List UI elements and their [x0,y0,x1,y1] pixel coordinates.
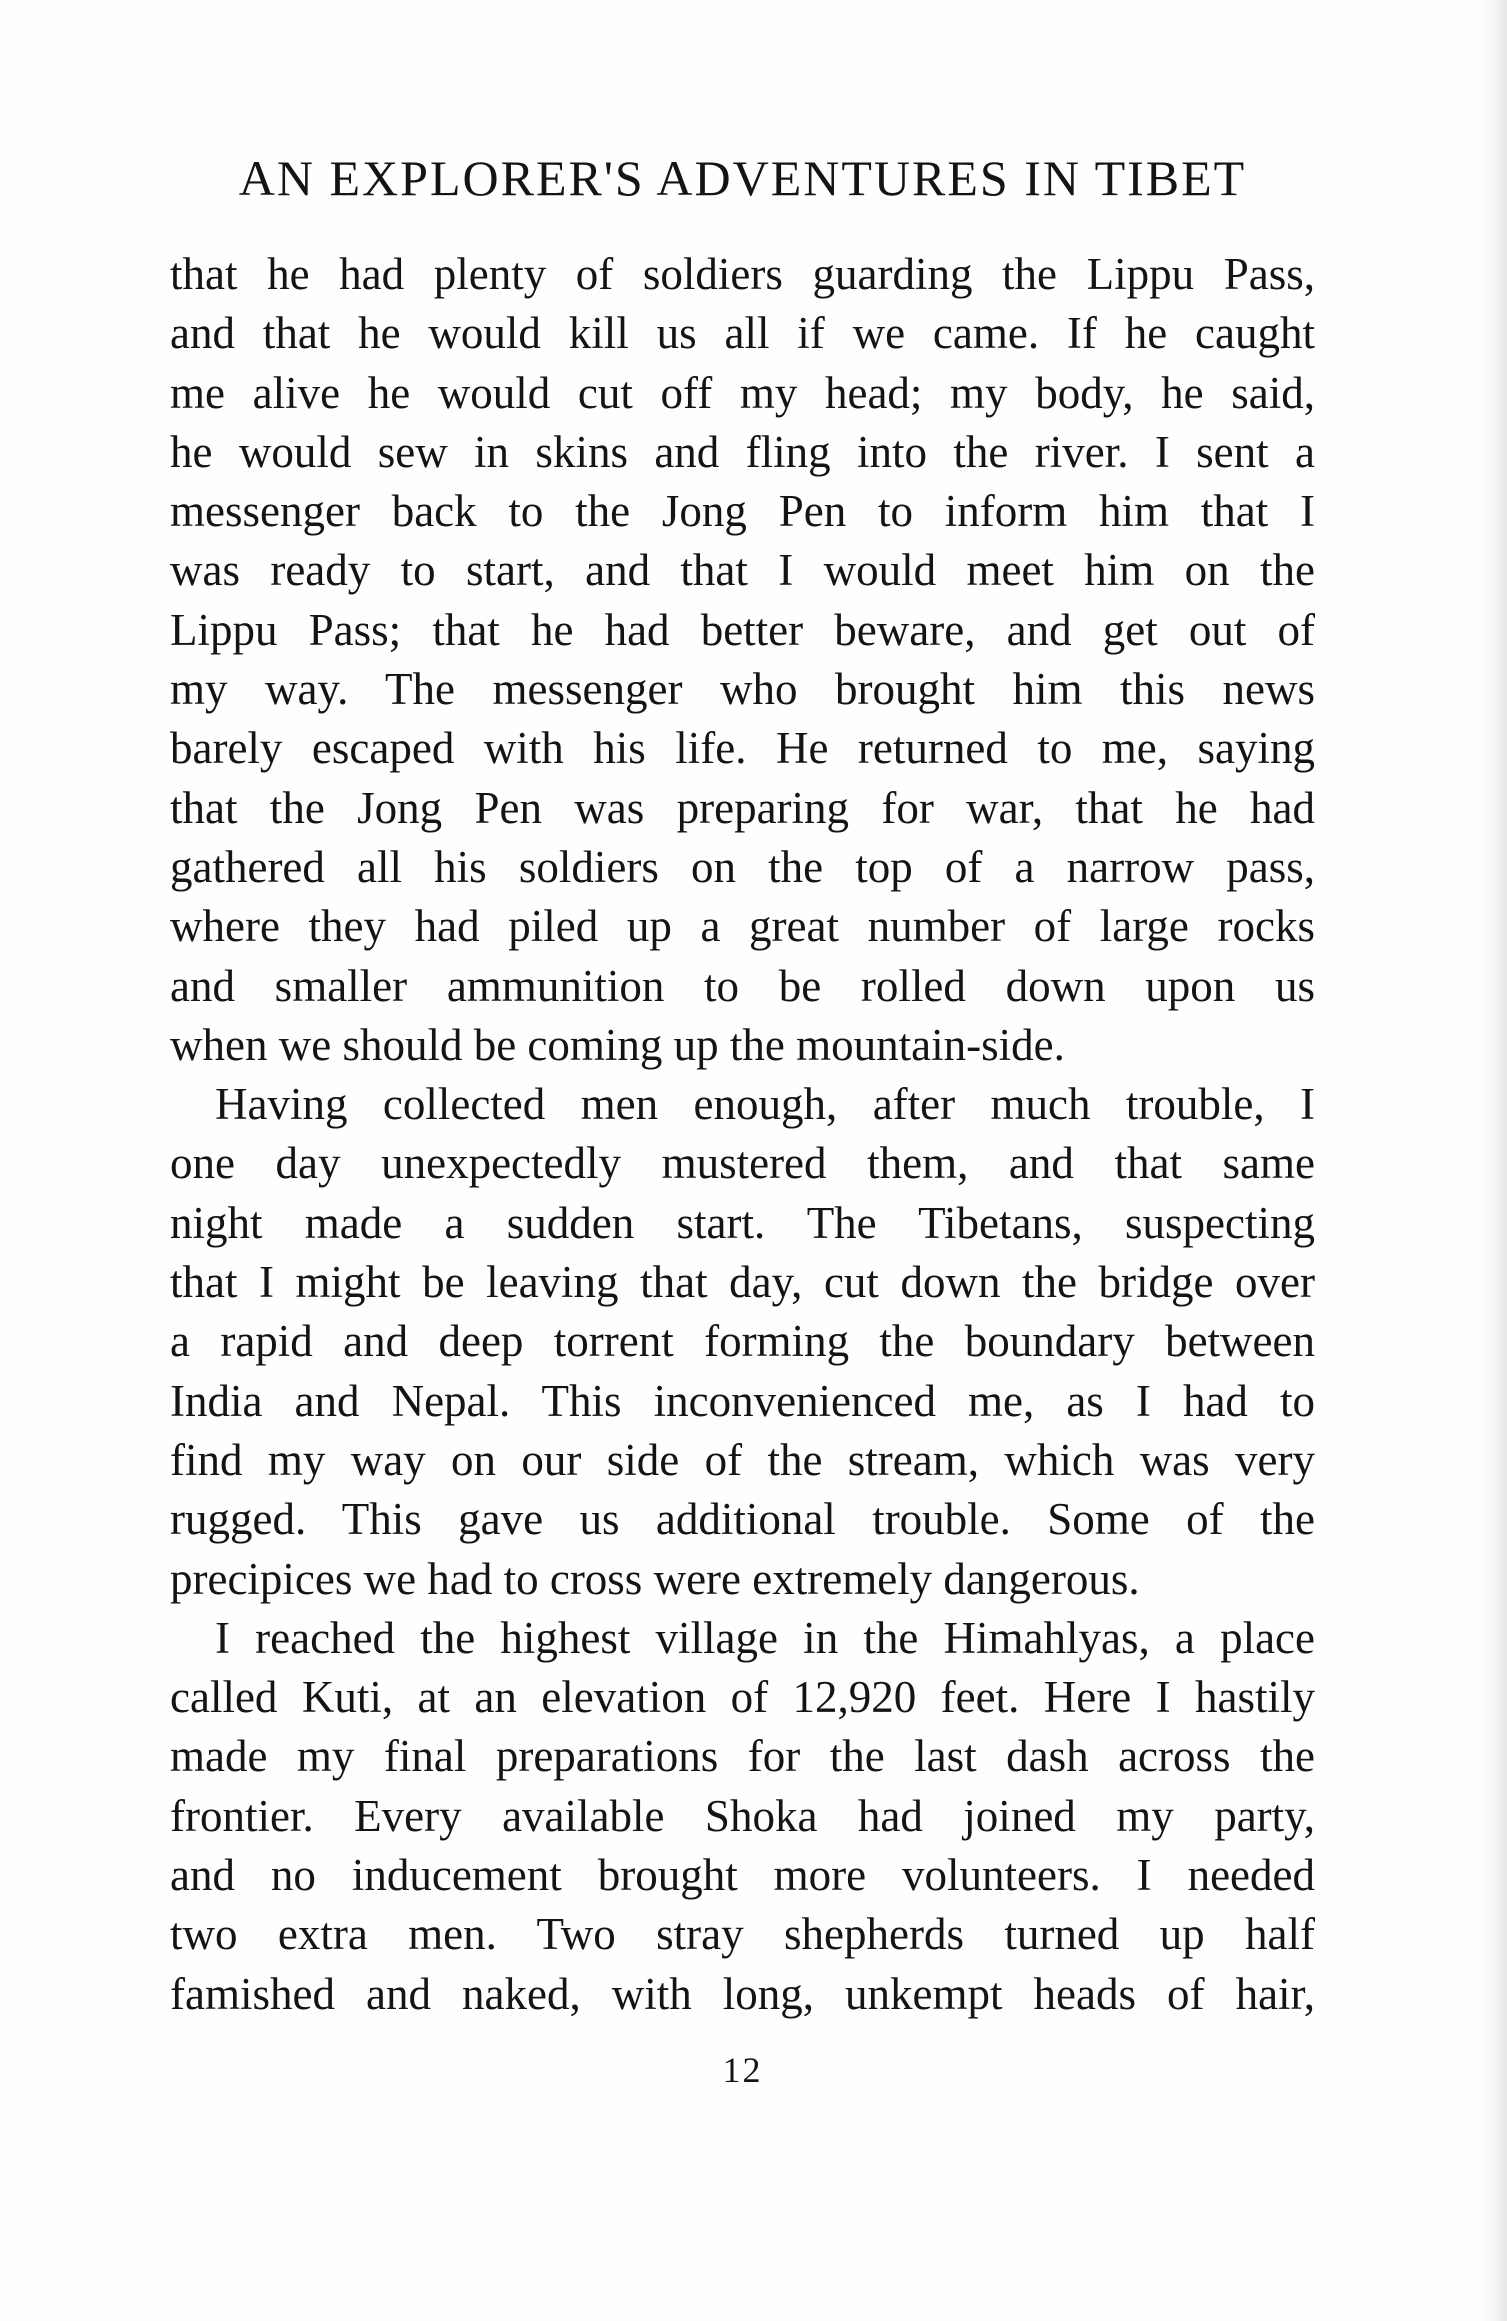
text-line: made my final preparations for the last dash across the [170,1731,1315,1782]
text-line: gathered all his soldiers on the top of a narrow pass, [170,841,1315,892]
text-line: and smaller ammunition to be rolled down upon us [170,960,1315,1011]
text-line: Lippu Pass; that he had better beware, and get out of [170,604,1315,655]
text-line: that I might be leaving that day, cut down the bridge over [170,1257,1315,1308]
text-line: two extra men. Two stray shepherds turned up half [170,1909,1315,1960]
text-line: India and Nepal. This inconvenienced me, as I had to [170,1375,1315,1426]
text-line: that he had plenty of soldiers guarding the Lippu Pass, [170,249,1315,299]
running-head-title: AN EXPLORER'S ADVENTURES IN TIBET [238,150,1247,206]
body-text [170,245,1315,2024]
page-gutter-shadow [1479,0,1507,2321]
text-line: and no inducement brought more volunteers. I needed [170,1850,1315,1901]
text-line-paragraph-start: Having collected men enough, after much trouble, I [215,1079,1315,1130]
text-line-paragraph-end: when we should be coming up the mountain-side. [170,1019,1065,1070]
text-line: one day unexpectedly mustered them, and that same [170,1138,1315,1189]
text-line: frontier. Every available Shoka had joined my party, [170,1790,1315,1841]
text-line: and that he would kill us all if we came. If he caught [170,308,1315,359]
text-line: my way. The messenger who brought him this news [170,664,1315,715]
text-line: called Kuti, at an elevation of 12,920 feet. Here I hastily [170,1672,1315,1723]
text-line: find my way on our side of the stream, which was very [170,1434,1315,1485]
text-line: rugged. This gave us additional trouble. Some of the [170,1494,1315,1545]
text-line: messenger back to the Jong Pen to inform him that I [170,486,1315,537]
text-line-paragraph-start: I reached the highest village in the Himahlyas, a place [215,1612,1315,1663]
page-number: 12 [722,2050,763,2090]
text-line: was ready to start, and that I would meet him on the [170,545,1315,596]
text-line: famished and naked, with long, unkempt heads of hair, [170,1968,1315,2019]
text-line: where they had piled up a great number of large rocks [170,901,1315,952]
text-line: a rapid and deep torrent forming the boundary between [170,1316,1315,1367]
text-line: he would sew in skins and fling into the river. I sent a [170,426,1315,477]
text-line-paragraph-end: precipices we had to cross were extremely dangerous. [170,1553,1140,1604]
text-line: me alive he would cut off my head; my body, he said, [170,367,1315,418]
text-line: that the Jong Pen was preparing for war, that he had [170,782,1315,833]
text-line: night made a sudden start. The Tibetans, suspecting [170,1197,1315,1248]
text-line: barely escaped with his life. He returned to me, saying [170,723,1315,774]
